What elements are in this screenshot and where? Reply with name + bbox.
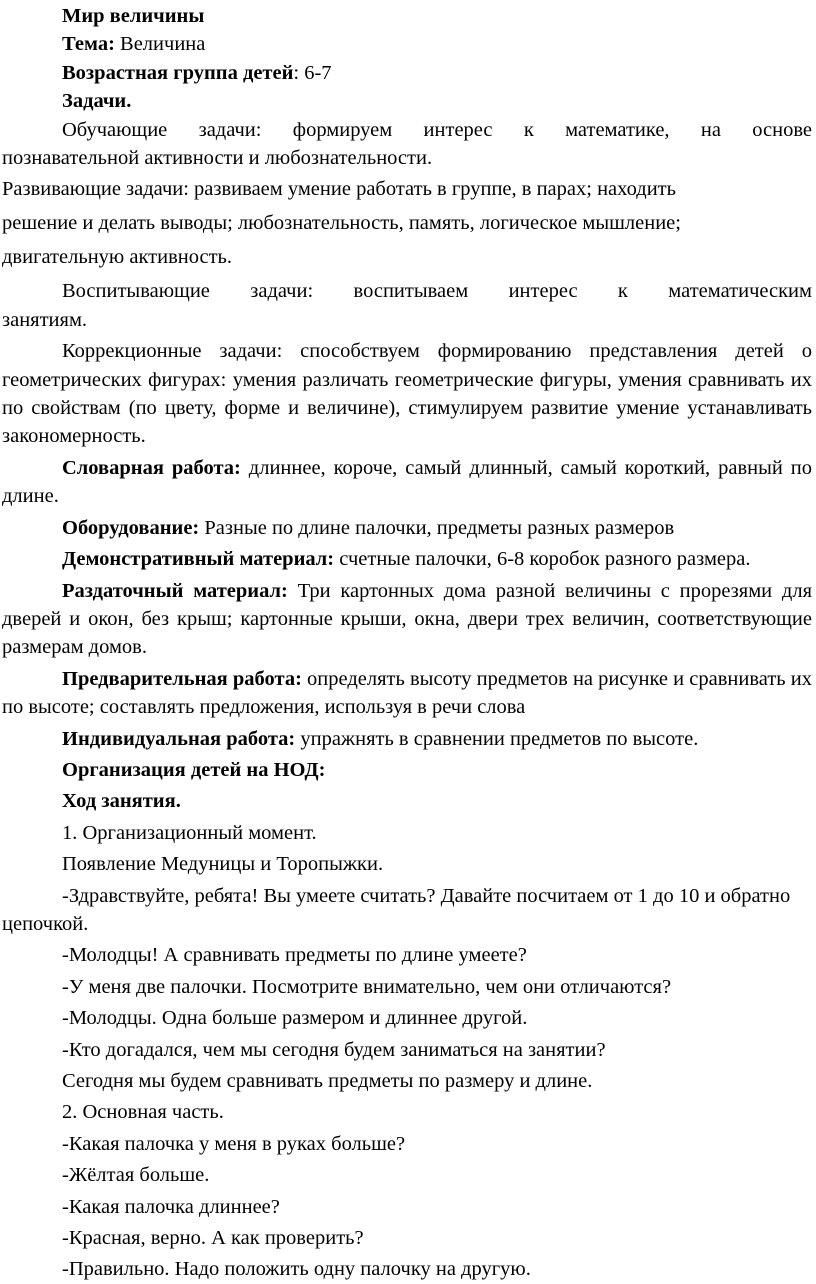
handout-material <box>2 577 812 662</box>
preliminary-work <box>2 665 812 722</box>
lesson-line: -Здравствуйте, ребята! Вы умеете считать? Давайте посчитаем от 1 до 10 и обратно цепочкой. <box>2 884 791 935</box>
individual-work <box>2 725 812 753</box>
vocabulary-work <box>2 454 812 511</box>
upbringing-tasks-line1: Воспитывающие задачи: воспитываем интерес к математическим <box>62 280 812 303</box>
equipment <box>2 514 812 542</box>
lesson-line: -Правильно. Надо положить одну палочку на другую. <box>62 1258 531 1281</box>
educational-tasks-line1: Обучающие задачи: формируем интерес к математике, на основе <box>62 118 812 141</box>
demo-material <box>2 545 812 573</box>
lesson-line: -Кто догадался, чем мы сегодня будем заниматься на занятии? <box>62 1038 606 1061</box>
age-line <box>2 59 812 87</box>
theme-value: Величина <box>114 33 206 56</box>
organization-heading <box>2 756 812 784</box>
organization-heading-text: Организация детей на НОД: <box>62 758 326 781</box>
course-heading <box>2 787 812 815</box>
lesson-line: -У меня две палочки. Посмотрите внимательно, чем они отличаются? <box>62 975 672 998</box>
lesson-line: Появление Медуницы и Торопыжки. <box>62 853 384 876</box>
lesson-line: 2. Основная часть. <box>62 1101 224 1124</box>
age-value: : 6-7 <box>293 61 332 84</box>
theme-line <box>2 30 812 58</box>
lesson-line: Сегодня мы будем сравнивать предметы по размеру и длине. <box>62 1070 593 1092</box>
equipment-text: Разные по длине палочки, предметы разных размеров <box>199 516 675 539</box>
lesson-line: -Молодцы. Одна больше размером и длиннее другой. <box>62 1007 528 1030</box>
lesson-line: -Молодцы! А сравнивать предметы по длине умеете? <box>62 944 527 967</box>
lesson-line: 1. Организационный момент. <box>62 821 317 844</box>
educational-tasks-line2: познавательной активности и любознательности. <box>2 147 433 170</box>
correction-tasks: Коррекционные задачи: способствуем формированию представления детей о геометрических фигурах: умения различать геометрические фигуры, умения сравнивать их по свойствам (по цвету, форме и величине), стимулируем развитие умение устанавливать закономерность. <box>2 340 812 448</box>
individual-work-label: Индивидуальная работа: <box>62 727 296 750</box>
tasks-heading-text: Задачи. <box>62 90 132 113</box>
title-text: Мир величины <box>62 5 205 27</box>
course-heading-text: Ход занятия. <box>62 790 181 813</box>
preliminary-work-text: определять высоту предметов на рисунке и сравнивать их по высоте; составлять предложения, используя в речи слова <box>2 667 812 719</box>
developing-tasks-line1: Развивающие задачи: развиваем умение работать в группе, в парах; находить <box>2 178 676 201</box>
age-label: Возрастная группа детей <box>62 61 294 84</box>
vocabulary-text: длиннее, короче, самый длинный, самый короткий, равный по длине. <box>2 456 812 508</box>
handout-material-label: Раздаточный материал: <box>62 579 288 602</box>
equipment-label: Оборудование: <box>62 516 200 539</box>
individual-work-text: упражнять в сравнении предметов по высоте. <box>295 727 699 750</box>
developing-tasks-line3: двигательную активность. <box>2 246 233 269</box>
tasks-heading <box>2 87 812 115</box>
vocabulary-label: Словарная работа: <box>62 456 241 479</box>
lesson-line: -Какая палочка длиннее? <box>62 1195 280 1218</box>
handout-material-text: Три картонных дома разной величины с прорезями для дверей и окон, без крыш; картонные крыши, окна, двери трех величин, соответствующие размерам домов. <box>2 579 812 659</box>
theme-label: Тема: <box>62 33 115 56</box>
document-title <box>2 2 812 30</box>
lesson-line: -Красная, верно. А как проверить? <box>62 1227 364 1250</box>
demo-material-label: Демонстративный материал: <box>62 548 335 571</box>
upbringing-tasks-line2: занятиям. <box>2 308 88 331</box>
preliminary-work-label: Предварительная работа: <box>62 667 302 690</box>
developing-tasks-line2: решение и делать выводы; любознательность, память, логическое мышление; <box>2 212 681 235</box>
lesson-line: -Какая палочка у меня в руках больше? <box>62 1132 406 1155</box>
lesson-line: -Жёлтая больше. <box>62 1164 210 1187</box>
demo-material-text: счетные палочки, 6-8 коробок разного размера. <box>334 548 751 571</box>
